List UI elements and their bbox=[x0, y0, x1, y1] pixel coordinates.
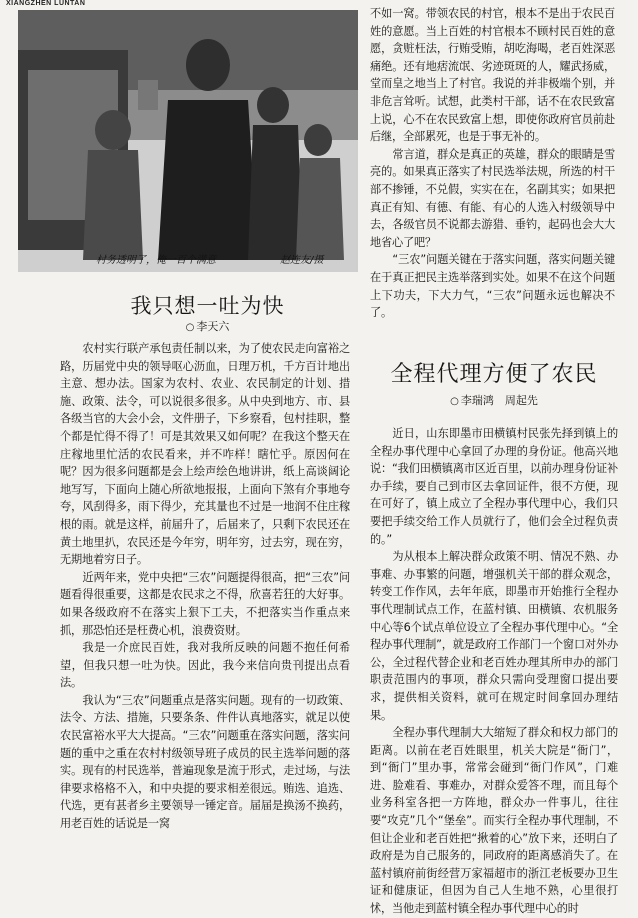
article1-body bbox=[60, 340, 350, 833]
photo-caption: 村务透明了，俺一百个满意 bbox=[96, 255, 216, 266]
article-photo bbox=[18, 10, 358, 272]
author-circle-icon: ○ bbox=[185, 322, 195, 333]
article1-cont-paragraph: 不如一窝。带领农民的村官，根本不是出于农民百姓的意愿。当上百姓的村官根本不顾村民百姓的意愿，贪赃枉法，行贿受贿，胡吃海喝，老百姓深恶痛绝。还有地痞流氓、劣迹斑斑的人，耀武扬威，堂而皇之地当上了村官。我说的并非极端个别，并非危言耸听。试想，此类村干部，话不在农民致富上说，心不在农民致富上想，即使你政府官员前赴后继，全部累死，也是于事无补的。 bbox=[370, 7, 615, 144]
article2-paragraph: 全程办事代理制大大缩短了群众和权力部门的距离。以前在老百姓眼里，机关大院是“衙门”，到“衙门”里办事，常常会碰到“衙门作风”，门难进、脸难看、事难办，对群众爱答不理，而且每个业务科室各把一方阵地，群众办一件事儿，往往要“攻克”几个“堡垒”。而实行全程办事代理制，不但让企业和老百姓把“揪着的心”放下来，还明白了政府是为自己服务的，同政府的距离感消失了。在蓝村镇府前街经营万家福超市的浙江老板要办卫生证和健康证，但因为自己人生地不熟，心里很打怵，当他走到蓝村镇全程办事代理中心的时 bbox=[370, 726, 618, 916]
photo-caption-bar bbox=[18, 250, 358, 266]
article1-author: 李天六 bbox=[196, 320, 230, 333]
article1-cont-paragraph: 常言道，群众是真正的英雄，群众的眼睛是雪亮的。如果真正落实了村民选举法规，所选的村干部不掺锤，不兑假，实实在在，名副其实；如果把真正有知、有德、有能、有心的人选入村级领导中去，各级官员不说都去游猎、垂钓，起码也会大大地省心了吧？ bbox=[370, 147, 615, 249]
article1-paragraph: 农村实行联产承包责任制以来，为了使农民走向富裕之路，历届党中央的领导呕心沥血，日理万机，千方百计地出主意、想办法。国家为农村、农业、农民制定的计划、措施、政策、法令，可以说很多很多。从中央到地方、市、县各级当官的大会小会，文件册子，下乡察看，包村挂职，整个都是忙得不得了！可是其效果又如何呢？在我这个整天在庄稼地里忙活的农民看来，并不咋样！瞎忙乎。原因何在呢？因为很多问题都是会上绘声绘色地讲讲，纸上高谈阔论地写写，下面向上随心所欲地报报，上面向下煞有介事地夸夸，风刮得多，雨下得少，充其量也不过是一地润不住庄稼根的雨。就是这样，前届升了，后届来了，只剩下农民还在黄土地里扒，农民还是今年穷，明年穷，过去穷，现在穷，无期地着穷日子。 bbox=[60, 342, 350, 567]
article1-paragraph: 我是一介庶民百姓，我对我所反映的问题不抱任何希望，但我只想一吐为快。因此，我今来信向贵刊提出点看法。 bbox=[60, 641, 350, 690]
article2-author: 李瑞鸿 周起先 bbox=[460, 394, 538, 407]
article1-title: 我只想一吐为快 bbox=[130, 294, 285, 318]
article1-paragraph: 近两年来，党中央把“三农”问题提得很高，把“三农”问题看得很重要，这都是农民求之不得，欣喜若狂的大好事。如果各级政府不在落实上狠下工夫，不把落实当作重点来抓，那恐怕还是枉费心机，浪费资财。 bbox=[60, 570, 350, 637]
article1-cont-paragraph: “三农”问题关键在于落实问题，落实问题关键在于真正把民主选举落到实处。如果不在这个问题上下功夫，下大力气，“三农”问题永远也解决不了。 bbox=[370, 253, 615, 320]
article2-paragraph: 为从根本上解决群众政策不明、情况不熟、办事难、办事繁的问题，增强机关干部的群众观念，转变工作作风，去年年底，即墨市开始推行全程办事代理制试点工作，在蓝村镇、田横镇、农机服务中心等6个试点单位设立了全程办事代理中心。“全程办事代理制”，就是政府工作部门一个窗口对外办公，全过程代替企业和老百姓办理其所申办的部门职责范围内的事项，群众只需向受理窗口提出要求，提供相关资料，就可在规定时间拿回办理结果。 bbox=[370, 550, 618, 722]
article2-body bbox=[370, 425, 618, 918]
article1-author-line bbox=[60, 318, 355, 334]
photo-illustration bbox=[18, 10, 358, 272]
article2-title: 全程代理方便了农民 bbox=[390, 362, 598, 387]
magazine-header: XIANGZHEN LUNTAN bbox=[6, 0, 86, 7]
article1-continuation bbox=[370, 5, 615, 322]
author-circle-icon: ○ bbox=[450, 396, 459, 407]
article2-paragraph: 近日，山东即墨市田横镇村民张先择到镇上的全程办事代理中心拿回了办理的身份证。他高兴地说：“我们田横镇离市区近百里，以前办理身份证补办手续，要自己到市区去拿回证件，很不方便，现在可好了，镇上成立了全程办事代理中心，我们只要把手续交给工作人员就行了，他们会全过程负责的。” bbox=[370, 427, 618, 546]
article2-author-line bbox=[370, 392, 618, 408]
article1-paragraph: 我认为“三农”问题重点是落实问题。现有的一切政策、法令、方法、措施，只要条条、件件认真地落实，就足以使农民富裕水平大大提高。“三农”问题重在落实问题，落实问题的重中之重在农村村级领导班子成员的民主选举问题的落实。现有的村民选举，普遍现象是流于形式，走过场，与法律要求格格不入，和中央提的要求相差很远。贿选、追选、代选，更有甚者乡主要领导一锤定音。届届是换汤不换药，用老百姓的话说是一窝 bbox=[60, 693, 350, 831]
photo-credit: 赵连友/摄 bbox=[280, 255, 324, 266]
